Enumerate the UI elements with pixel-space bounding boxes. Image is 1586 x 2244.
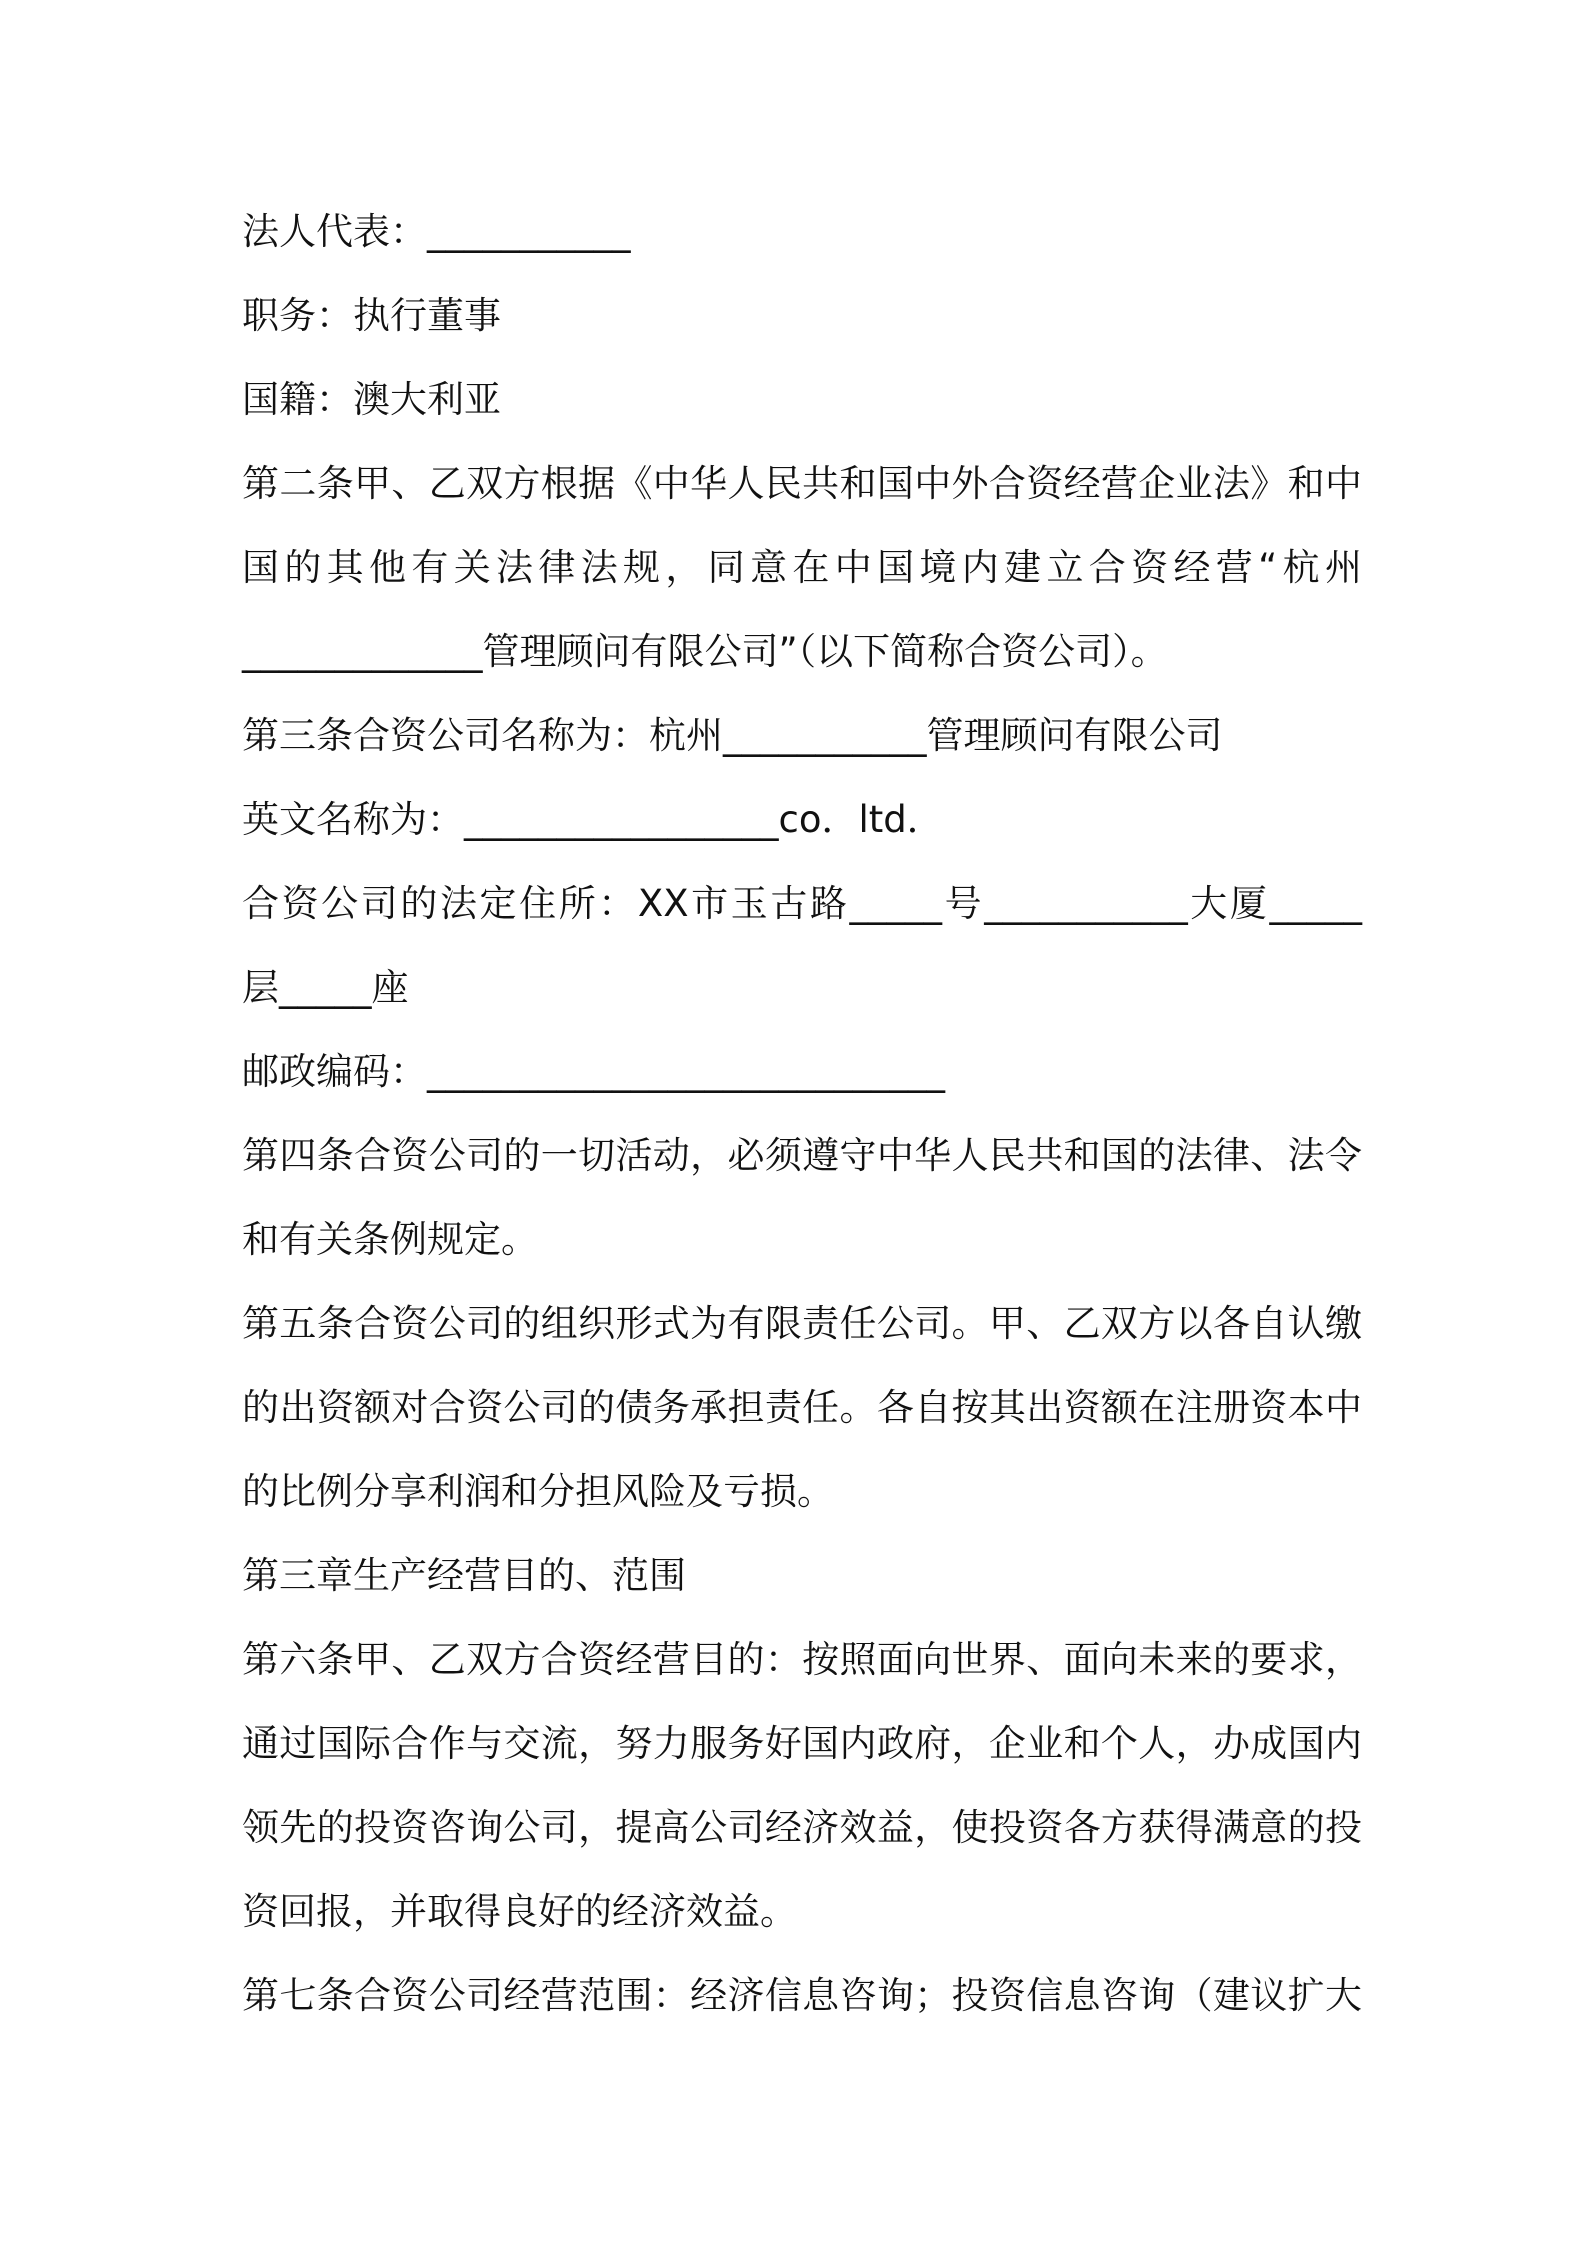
- text-line-article-2: _____________管理顾问有限公司”（以下简称合资公司）。: [242, 630, 1168, 673]
- text-line-article-5: 的出资额对合资公司的债务承担责任。各自按其出资额在注册资本中: [242, 1386, 1362, 1429]
- text-line-article-4: 和有关条例规定。: [242, 1218, 538, 1261]
- text-line-english-name: 英文名称为：_________________co．ltd．: [242, 798, 944, 841]
- document-body: [242, 190, 1362, 2038]
- text-line-address: 合资公司的法定住所：XX市玉古路_____号___________大厦_____: [242, 882, 1362, 925]
- text-line-article-5: 第五条合资公司的组织形式为有限责任公司。甲、乙双方以各自认缴: [242, 1302, 1362, 1345]
- chapter-heading: 第三章生产经营目的、范围: [242, 1554, 686, 1597]
- text-line-article-2: 第二条甲、乙双方根据《中华人民共和国中外合资经营企业法》和中: [242, 462, 1362, 505]
- text-line-nationality: 国籍：澳大利亚: [242, 378, 501, 421]
- text-line-article-6: 资回报，并取得良好的经济效益。: [242, 1890, 797, 1933]
- text-line-article-5: 的比例分享利润和分担风险及亏损。: [242, 1470, 834, 1513]
- text-line-article-6: 第六条甲、乙双方合资经营目的：按照面向世界、面向未来的要求，: [242, 1638, 1362, 1681]
- text-line-article-7: 第七条合资公司经营范围：经济信息咨询；投资信息咨询（建议扩大: [242, 1974, 1362, 2017]
- text-line-address: 层_____座: [242, 966, 409, 1009]
- text-line-legal-representative: 法人代表：___________: [242, 210, 631, 253]
- text-line-article-3: 第三条合资公司名称为：杭州___________管理顾问有限公司: [242, 714, 1223, 757]
- text-line-article-4: 第四条合资公司的一切活动，必须遵守中华人民共和国的法律、法令: [242, 1134, 1362, 1177]
- text-line-article-6: 领先的投资咨询公司，提高公司经济效益，使投资各方获得满意的投: [242, 1806, 1362, 1849]
- text-line-postal-code: 邮政编码：____________________________: [242, 1050, 945, 1093]
- text-line-position: 职务：执行董事: [242, 294, 501, 337]
- text-line-article-2: 国的其他有关法律法规，同意在中国境内建立合资经营“杭州: [242, 546, 1362, 589]
- text-line-article-6: 通过国际合作与交流，努力服务好国内政府，企业和个人，办成国内: [242, 1722, 1362, 1765]
